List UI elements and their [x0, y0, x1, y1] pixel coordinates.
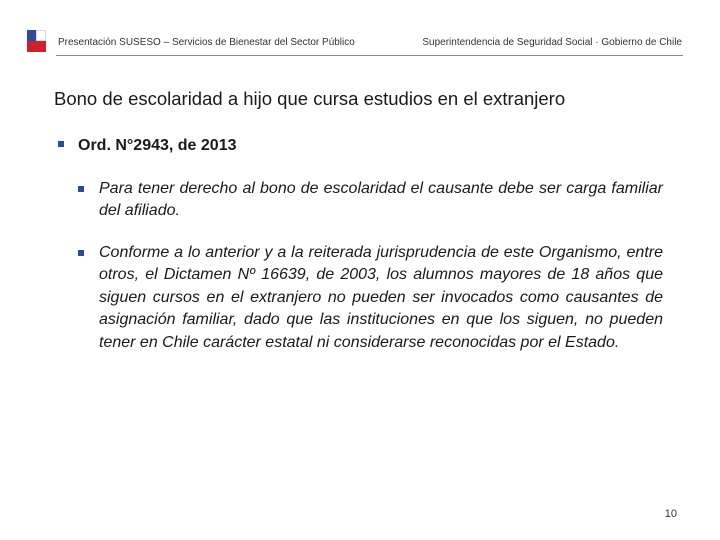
level2-bullet-item — [78, 242, 663, 354]
square-bullet-icon — [78, 186, 84, 192]
header-organization: Superintendencia de Seguridad Social · Gobierno de Chile — [422, 37, 682, 48]
level1-bullet-item — [58, 137, 236, 155]
flag-blue-block — [27, 30, 36, 41]
header-divider — [56, 55, 683, 56]
header-presentation-title: Presentación SUSESO – Servicios de Bienestar del Sector Público — [58, 37, 355, 48]
level2-bullet-text: Para tener derecho al bono de escolaridad el causante debe ser carga familiar del afiliado. — [99, 180, 663, 220]
gobierno-chile-flag-logo — [27, 30, 46, 52]
level1-bullet-text: Ord. N°2943, de 2013 — [78, 137, 237, 154]
square-bullet-icon — [78, 250, 84, 256]
page-number: 10 — [664, 508, 677, 520]
level2-bullet-item — [78, 178, 663, 223]
flag-white-block — [36, 30, 46, 41]
flag-red-block — [27, 41, 46, 52]
square-bullet-icon — [58, 141, 64, 147]
slide-title: Bono de escolaridad a hijo que cursa estudios en el extranjero — [54, 88, 566, 109]
level2-bullet-text: Conforme a lo anterior y a la reiterada jurisprudencia de este Organismo, entre otros, el Dictamen Nº 16639, de 2003, los alumnos mayores de 18 años que siguen cursos en el extranjero no pueden ser invocados como causantes de asignación familiar, dado que las instituciones en que los siguen, no pueden tener en Chile carácter estatal ni considerarse reconocidas por el Estado. — [99, 244, 663, 351]
